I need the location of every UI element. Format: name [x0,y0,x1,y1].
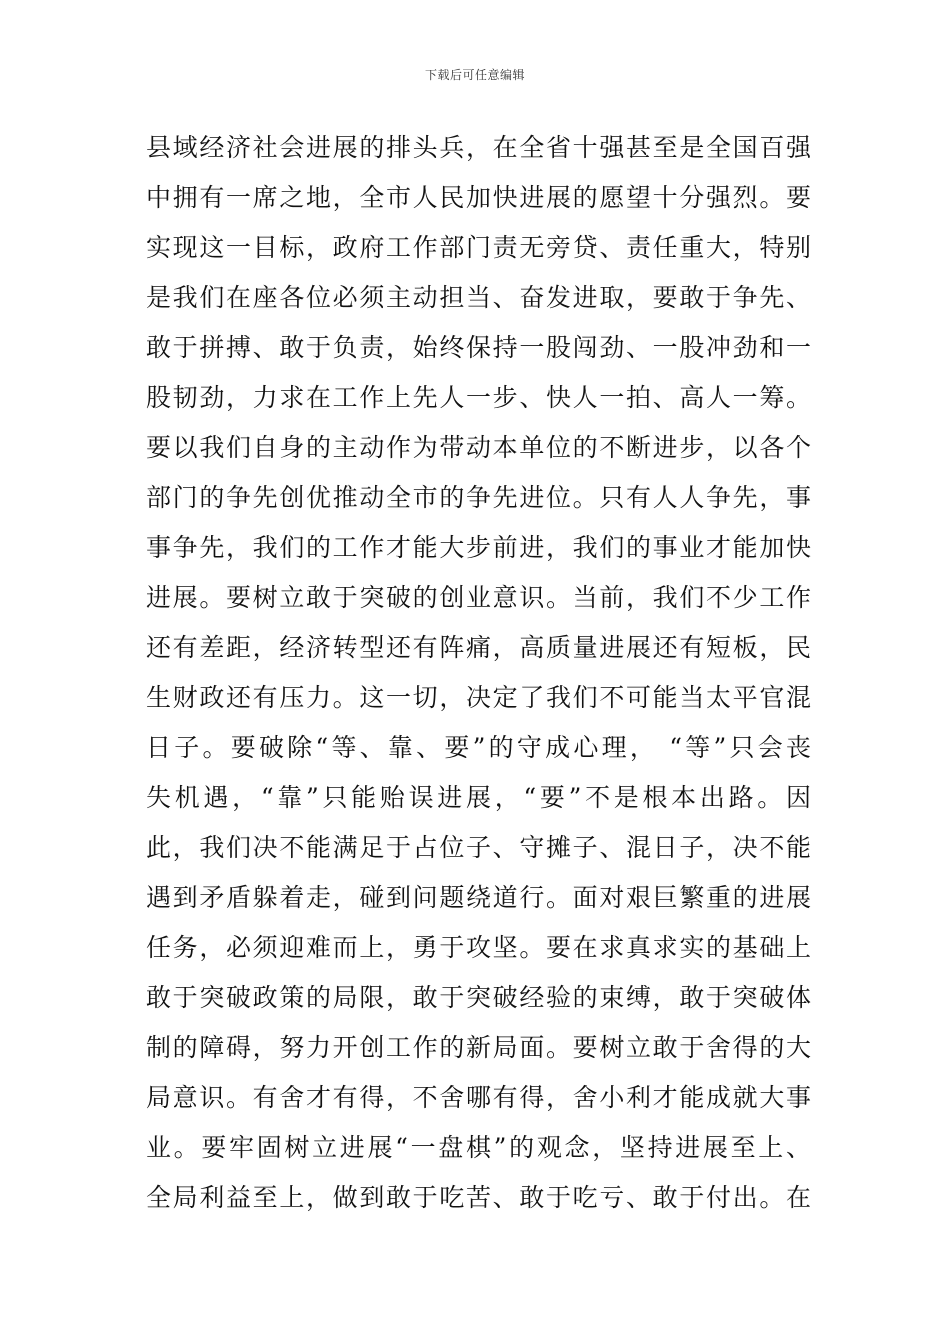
text-line: 遇到矛盾躲着走，碰到问题绕道行。面对艰巨繁重的进展 [146,883,811,912]
text-line: 制的障碍，努力开创工作的新局面。要树立敢于舍得的大 [146,1033,811,1062]
text-line: 全局利益至上，做到敢于吃苦、敢于吃亏、敢于付出。在 [146,1183,811,1212]
text-line: 还有差距，经济转型还有阵痛，高质量进展还有短板，民 [146,633,811,662]
text-line: 生财政还有压力。这一切，决定了我们不可能当太平官混 [146,683,811,712]
text-line: 是我们在座各位必须主动担当、奋发进取，要敢于争先、 [146,283,811,312]
text-line: 要以我们自身的主动作为带动本单位的不断进步，以各个 [146,433,811,462]
text-line: 敢于突破政策的局限，敢于突破经验的束缚，敢于突破体 [146,983,811,1012]
text-line: 事争先，我们的工作才能大步前进，我们的事业才能加快 [146,533,811,562]
text-line: 县域经济社会进展的排头兵，在全省十强甚至是全国百强 [146,133,811,162]
text-line: 日子。要破除“等、靠、要”的守成心理， “等”只会丧 [146,733,811,762]
text-line: 此，我们决不能满足于占位子、守摊子、混日子，决不能 [146,833,811,862]
document-body [146,123,811,1223]
text-line: 局意识。有舍才有得，不舍哪有得，舍小利才能成就大事 [146,1083,811,1112]
text-line: 任务，必须迎难而上，勇于攻坚。要在求真求实的基础上 [146,933,811,962]
text-line: 部门的争先创优推动全市的争先进位。只有人人争先，事 [146,483,811,512]
text-line: 进展。要树立敢于突破的创业意识。当前，我们不少工作 [146,583,811,612]
text-line: 中拥有一席之地，全市人民加快进展的愿望十分强烈。要 [146,183,811,212]
page-header: 下载后可任意编辑 [424,68,525,82]
text-line: 敢于拼搏、敢于负责，始终保持一股闯劲、一股冲劲和一 [146,333,811,362]
text-line: 失机遇，“靠”只能贻误进展，“要”不是根本出路。因 [146,783,811,812]
text-line: 实现这一目标，政府工作部门责无旁贷、责任重大，特别 [146,233,811,262]
text-line: 业。要牢固树立进展“一盘棋”的观念，坚持进展至上、 [146,1133,811,1162]
text-line: 股韧劲，力求在工作上先人一步、快人一拍、高人一筹。 [146,383,811,412]
